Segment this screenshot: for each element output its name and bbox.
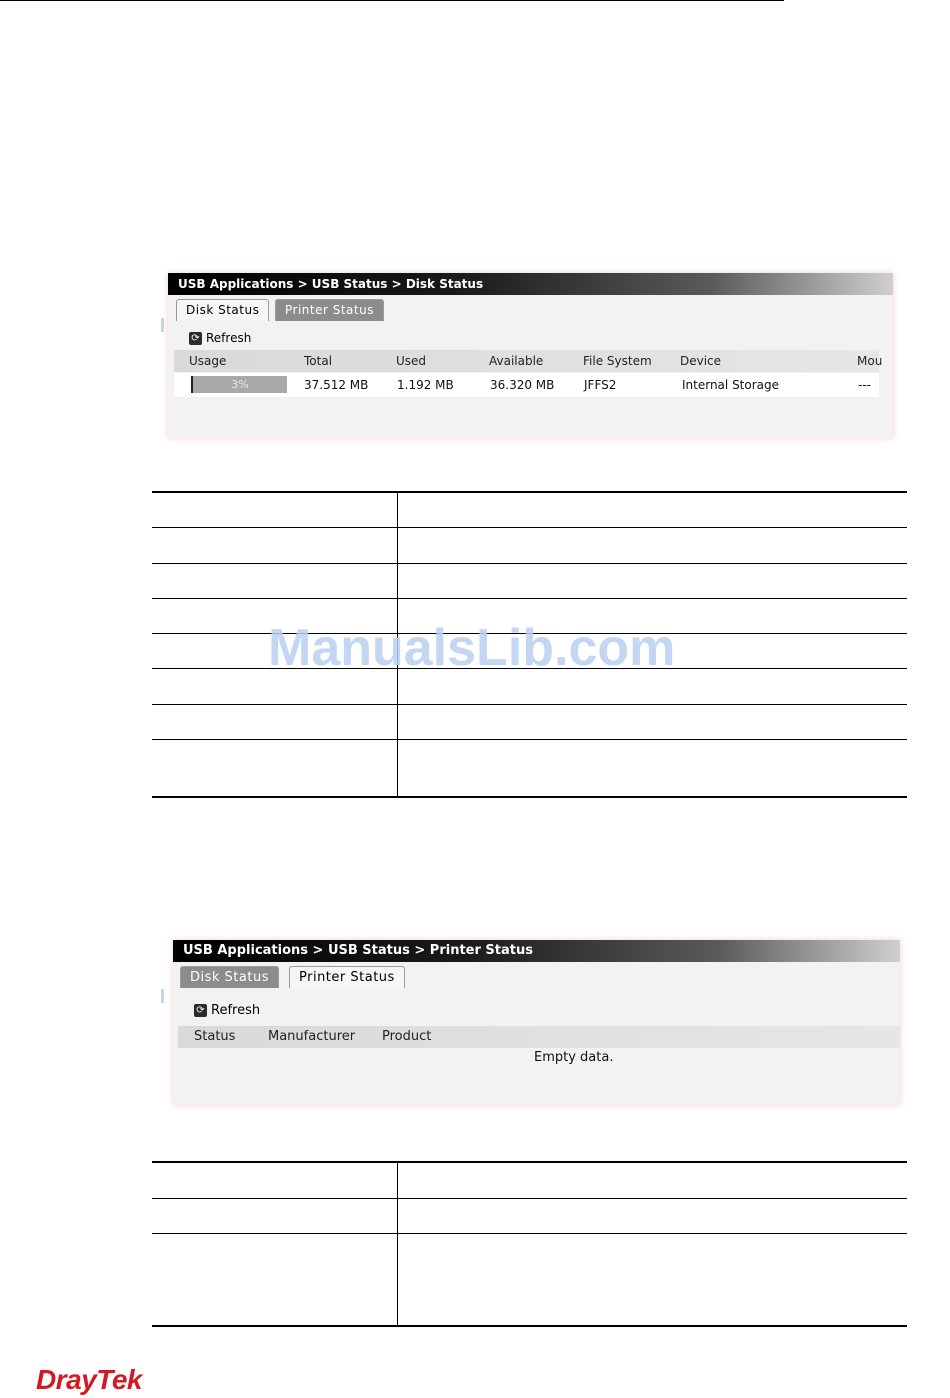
col-usage: Usage [189,354,227,368]
col-file-system: File System [583,354,652,368]
col-manufacturer: Manufacturer [268,1029,356,1044]
tab-disk-status[interactable]: Disk Status [180,966,279,988]
page-top-rule [0,0,784,1]
disk-panel-breadcrumb: USB Applications > USB Status > Disk Status [168,273,893,295]
disk-table-header [174,350,883,372]
panel-edge-mark [161,318,164,332]
printer-status-panel [173,940,900,1105]
draytek-logo: DrayTek [36,1364,142,1395]
col-available: Available [489,354,544,368]
refresh-label: Refresh [211,1003,261,1018]
cell-total: 37.512 MB [304,378,369,392]
printer-panel-breadcrumb: USB Applications > USB Status > Printer Status [173,940,900,962]
usage-progress-bar [191,376,287,393]
disk-status-panel [168,273,893,438]
col-device: Device [680,354,722,368]
watermark: ManualsLib.com [268,619,676,677]
refresh-button[interactable] [194,1003,260,1018]
printer-status-description-table [152,1161,907,1327]
refresh-icon: ⟳ [194,1004,207,1017]
tab-printer-status[interactable]: Printer Status [275,299,384,321]
col-status: Status [194,1029,236,1044]
cell-device: Internal Storage [682,378,780,392]
table-row [174,373,879,397]
col-mount: Mou [857,354,883,368]
printer-panel-tabs [173,962,900,990]
disk-panel-tabs [168,295,893,323]
cell-used: 1.192 MB [397,378,454,392]
tab-printer-status[interactable]: Printer Status [289,966,405,988]
col-used: Used [396,354,427,368]
printer-table-header [178,1026,900,1048]
usage-percent: 3% [231,378,249,391]
cell-file-system: JFFS2 [584,378,617,392]
col-total: Total [304,354,333,368]
panel-edge-mark [161,989,164,1003]
empty-data-text: Empty data. [534,1050,614,1065]
col-product: Product [382,1029,432,1044]
refresh-icon: ⟳ [189,332,202,345]
cell-mount: --- [858,378,871,392]
cell-available: 36.320 MB [490,378,555,392]
refresh-label: Refresh [206,331,252,345]
refresh-button[interactable] [189,331,251,345]
tab-disk-status[interactable]: Disk Status [176,299,269,321]
